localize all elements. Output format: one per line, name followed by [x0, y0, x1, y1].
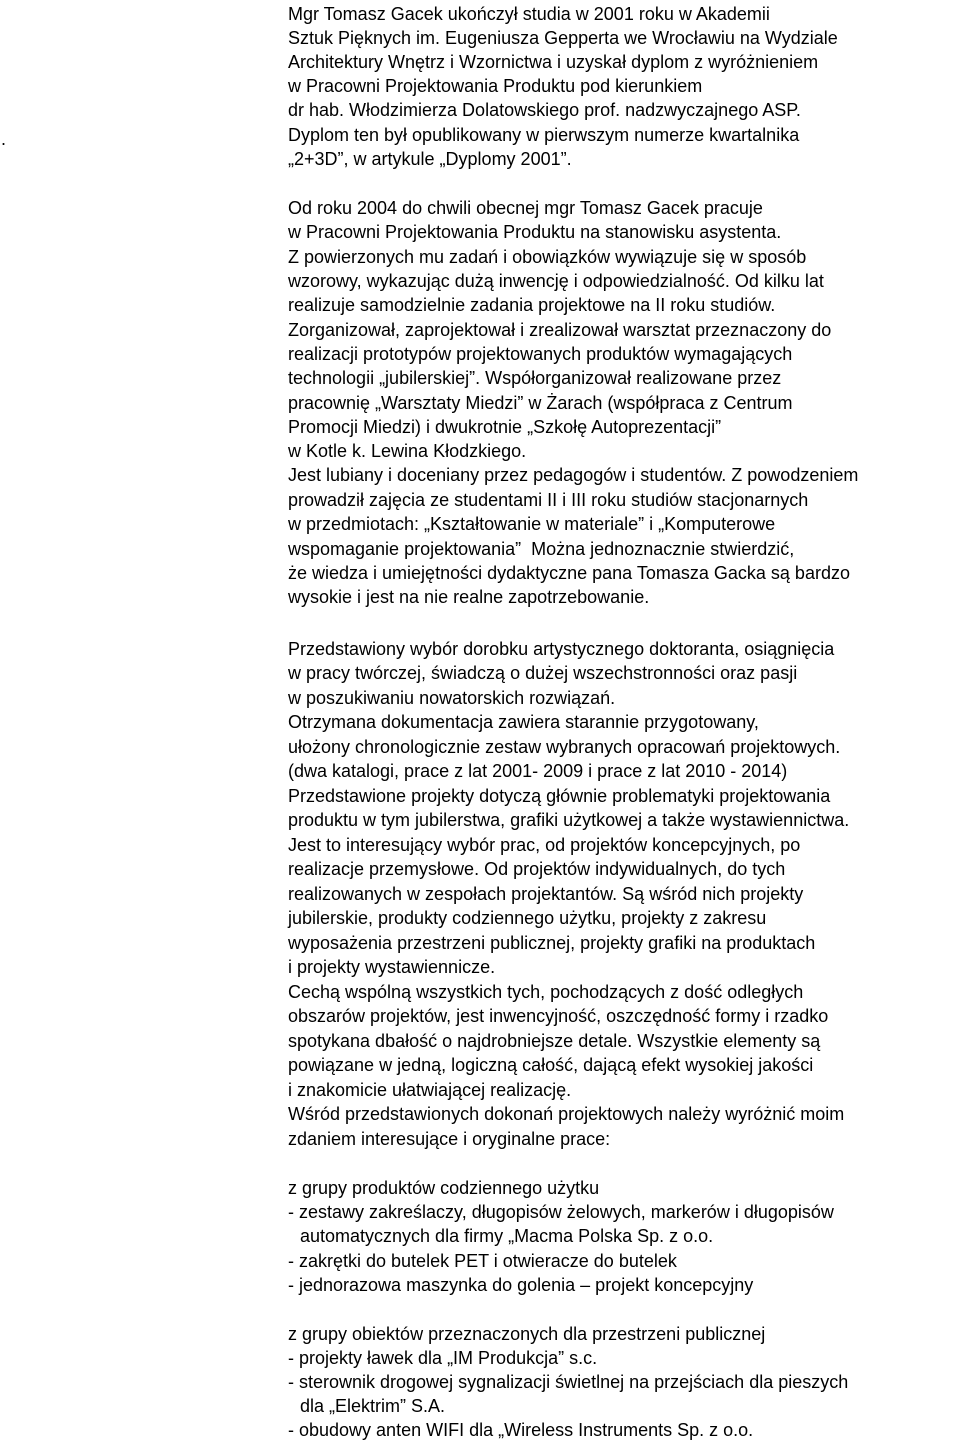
paragraph-line: Cechą wspólną wszystkich tych, pochodzących z dość odległych — [288, 982, 804, 1002]
paragraph-line: jubilerskie, produkty codziennego użytku, projekty z zakresu — [288, 908, 767, 928]
paragraph-line: i projekty wystawiennicze. — [288, 957, 496, 977]
paragraph-line: „2+3D”, w artykule „Dyplomy 2001”. — [288, 149, 572, 169]
paragraph-line: spotykana dbałość o najdrobniejsze detale. Wszystkie elementy są — [288, 1031, 821, 1051]
list-item: - jednorazowa maszynka do golenia – projekt koncepcyjny — [288, 1275, 754, 1295]
list-item: - projekty ławek dla „IM Produkcja” s.c. — [288, 1348, 598, 1368]
paragraph-line: w Kotle k. Lewina Kłodzkiego. — [288, 441, 527, 461]
paragraph-line: Jest lubiany i doceniany przez pedagogów i studentów. Z powodzeniem — [288, 465, 859, 485]
paragraph-line: Sztuk Pięknych im. Eugeniusza Gepperta we Wrocławiu na Wydziale — [288, 28, 838, 48]
paragraph-line: realizowanych w zespołach projektantów. Są wśród nich projekty — [288, 884, 804, 904]
paragraph-line: Wśród przedstawionych dokonań projektowych należy wyróżnić moim — [288, 1104, 845, 1124]
paragraph-line: obszarów projektów, jest inwencyjność, oszczędność formy i rzadko — [288, 1006, 829, 1026]
paragraph-line: Promocji Miedzi) i dwukrotnie „Szkołę Autoprezentacji” — [288, 417, 722, 437]
paragraph-line: Z powierzonych mu zadań i obowiązków wywiązuje się w sposób — [288, 247, 807, 267]
paragraph-line: realizuje samodzielnie zadania projektowe na II roku studiów. — [288, 295, 776, 315]
paragraph-line: Przedstawione projekty dotyczą głównie problematyki projektowania — [288, 786, 831, 806]
paragraph-line: wyposażenia przestrzeni publicznej, projekty grafiki na produktach — [288, 933, 816, 953]
paragraph-line: wspomaganie projektowania” Można jednoznacznie stwierdzić, — [288, 539, 795, 559]
list-item: - zestawy zakreślaczy, długopisów żelowych, markerów i długopisów — [288, 1202, 834, 1222]
paragraph-line: w przedmiotach: „Kształtowanie w materiale” i „Komputerowe — [288, 514, 776, 534]
paragraph-line: Architektury Wnętrz i Wzornictwa i uzyskał dyplom z wyróżnieniem — [288, 52, 819, 72]
paragraph-line: technologii „jubilerskiej”. Współorganizował realizowane przez — [288, 368, 782, 388]
paragraph-line: Mgr Tomasz Gacek ukończył studia w 2001 roku w Akademii — [288, 4, 770, 24]
paragraph-line: Jest to interesujący wybór prac, od projektów koncepcyjnych, po — [288, 835, 801, 855]
paragraph-line: prowadził zajęcia ze studentami II i III roku studiów stacjonarnych — [288, 490, 809, 510]
list-item: - obudowy anten WIFI dla „Wireless Instruments Sp. z o.o. — [288, 1420, 754, 1440]
paragraph-line: Przedstawiony wybór dorobku artystycznego doktoranta, osiągnięcia — [288, 639, 835, 659]
paragraph-line: (dwa katalogi, prace z lat 2001- 2009 i prace z lat 2010 - 2014) — [288, 761, 788, 781]
paragraph-line: produktu w tym jubilerstwa, grafiki użytkowej a także wystawiennictwa. — [288, 810, 850, 830]
paragraph-line: że wiedza i umiejętności dydaktyczne pana Tomasza Gacka są bardzo — [288, 563, 850, 583]
paragraph-line: wzorowy, wykazując dużą inwencję i odpowiedzialność. Od kilku lat — [288, 271, 824, 291]
paragraph-line: Od roku 2004 do chwili obecnej mgr Tomasz Gacek pracuje — [288, 198, 763, 218]
paragraph-line: w poszukiwaniu nowatorskich rozwiązań. — [288, 688, 616, 708]
paragraph-line: ułożony chronologicznie zestaw wybranych opracowań projektowych. — [288, 737, 841, 757]
paragraph-line: w Pracowni Projektowania Produktu na stanowisku asystenta. — [288, 222, 782, 242]
paragraph-line: dr hab. Włodzimierza Dolatowskiego prof. nadzwyczajnego ASP. — [288, 100, 801, 120]
section-heading: z grupy produktów codziennego użytku — [288, 1178, 600, 1198]
paragraph-line: w pracy twórczej, świadczą o dużej wszechstronności oraz pasji — [288, 663, 798, 683]
paragraph-line: Zorganizował, zaprojektował i zrealizował warsztat przeznaczony do — [288, 320, 832, 340]
paragraph-line: wysokie i jest na nie realne zapotrzebowanie. — [288, 587, 650, 607]
paragraph-line: zdaniem interesujące i oryginalne prace: — [288, 1129, 611, 1149]
paragraph-line: Dyplom ten był opublikowany w pierwszym numerze kwartalnika — [288, 125, 800, 145]
list-item: - zakrętki do butelek PET i otwieracze do butelek — [288, 1251, 677, 1271]
paragraph-line: powiązane w jedną, logiczną całość, dającą efekt wysokiej jakości — [288, 1055, 814, 1075]
paragraph-line: i znakomicie ułatwiającej realizację. — [288, 1080, 572, 1100]
paragraph-line: pracownię „Warsztaty Miedzi” w Żarach (współpraca z Centrum — [288, 393, 793, 413]
paragraph-line: Otrzymana dokumentacja zawiera starannie przygotowany, — [288, 712, 759, 732]
list-item-continuation: automatycznych dla firmy „Macma Polska Sp. z o.o. — [300, 1226, 714, 1246]
paragraph-line: realizacji prototypów projektowanych produktów wymagających — [288, 344, 793, 364]
paragraph-line: w Pracowni Projektowania Produktu pod kierunkiem — [288, 76, 703, 96]
paragraph-line: realizacje przemysłowe. Od projektów indywidualnych, do tych — [288, 859, 786, 879]
section-heading: z grupy obiektów przeznaczonych dla przestrzeni publicznej — [288, 1324, 766, 1344]
stray-mark: . — [1, 129, 7, 149]
list-item-continuation: dla „Elektrim” S.A. — [300, 1396, 446, 1416]
list-item: - sterownik drogowej sygnalizacji świetlnej na przejściach dla pieszych — [288, 1372, 849, 1392]
